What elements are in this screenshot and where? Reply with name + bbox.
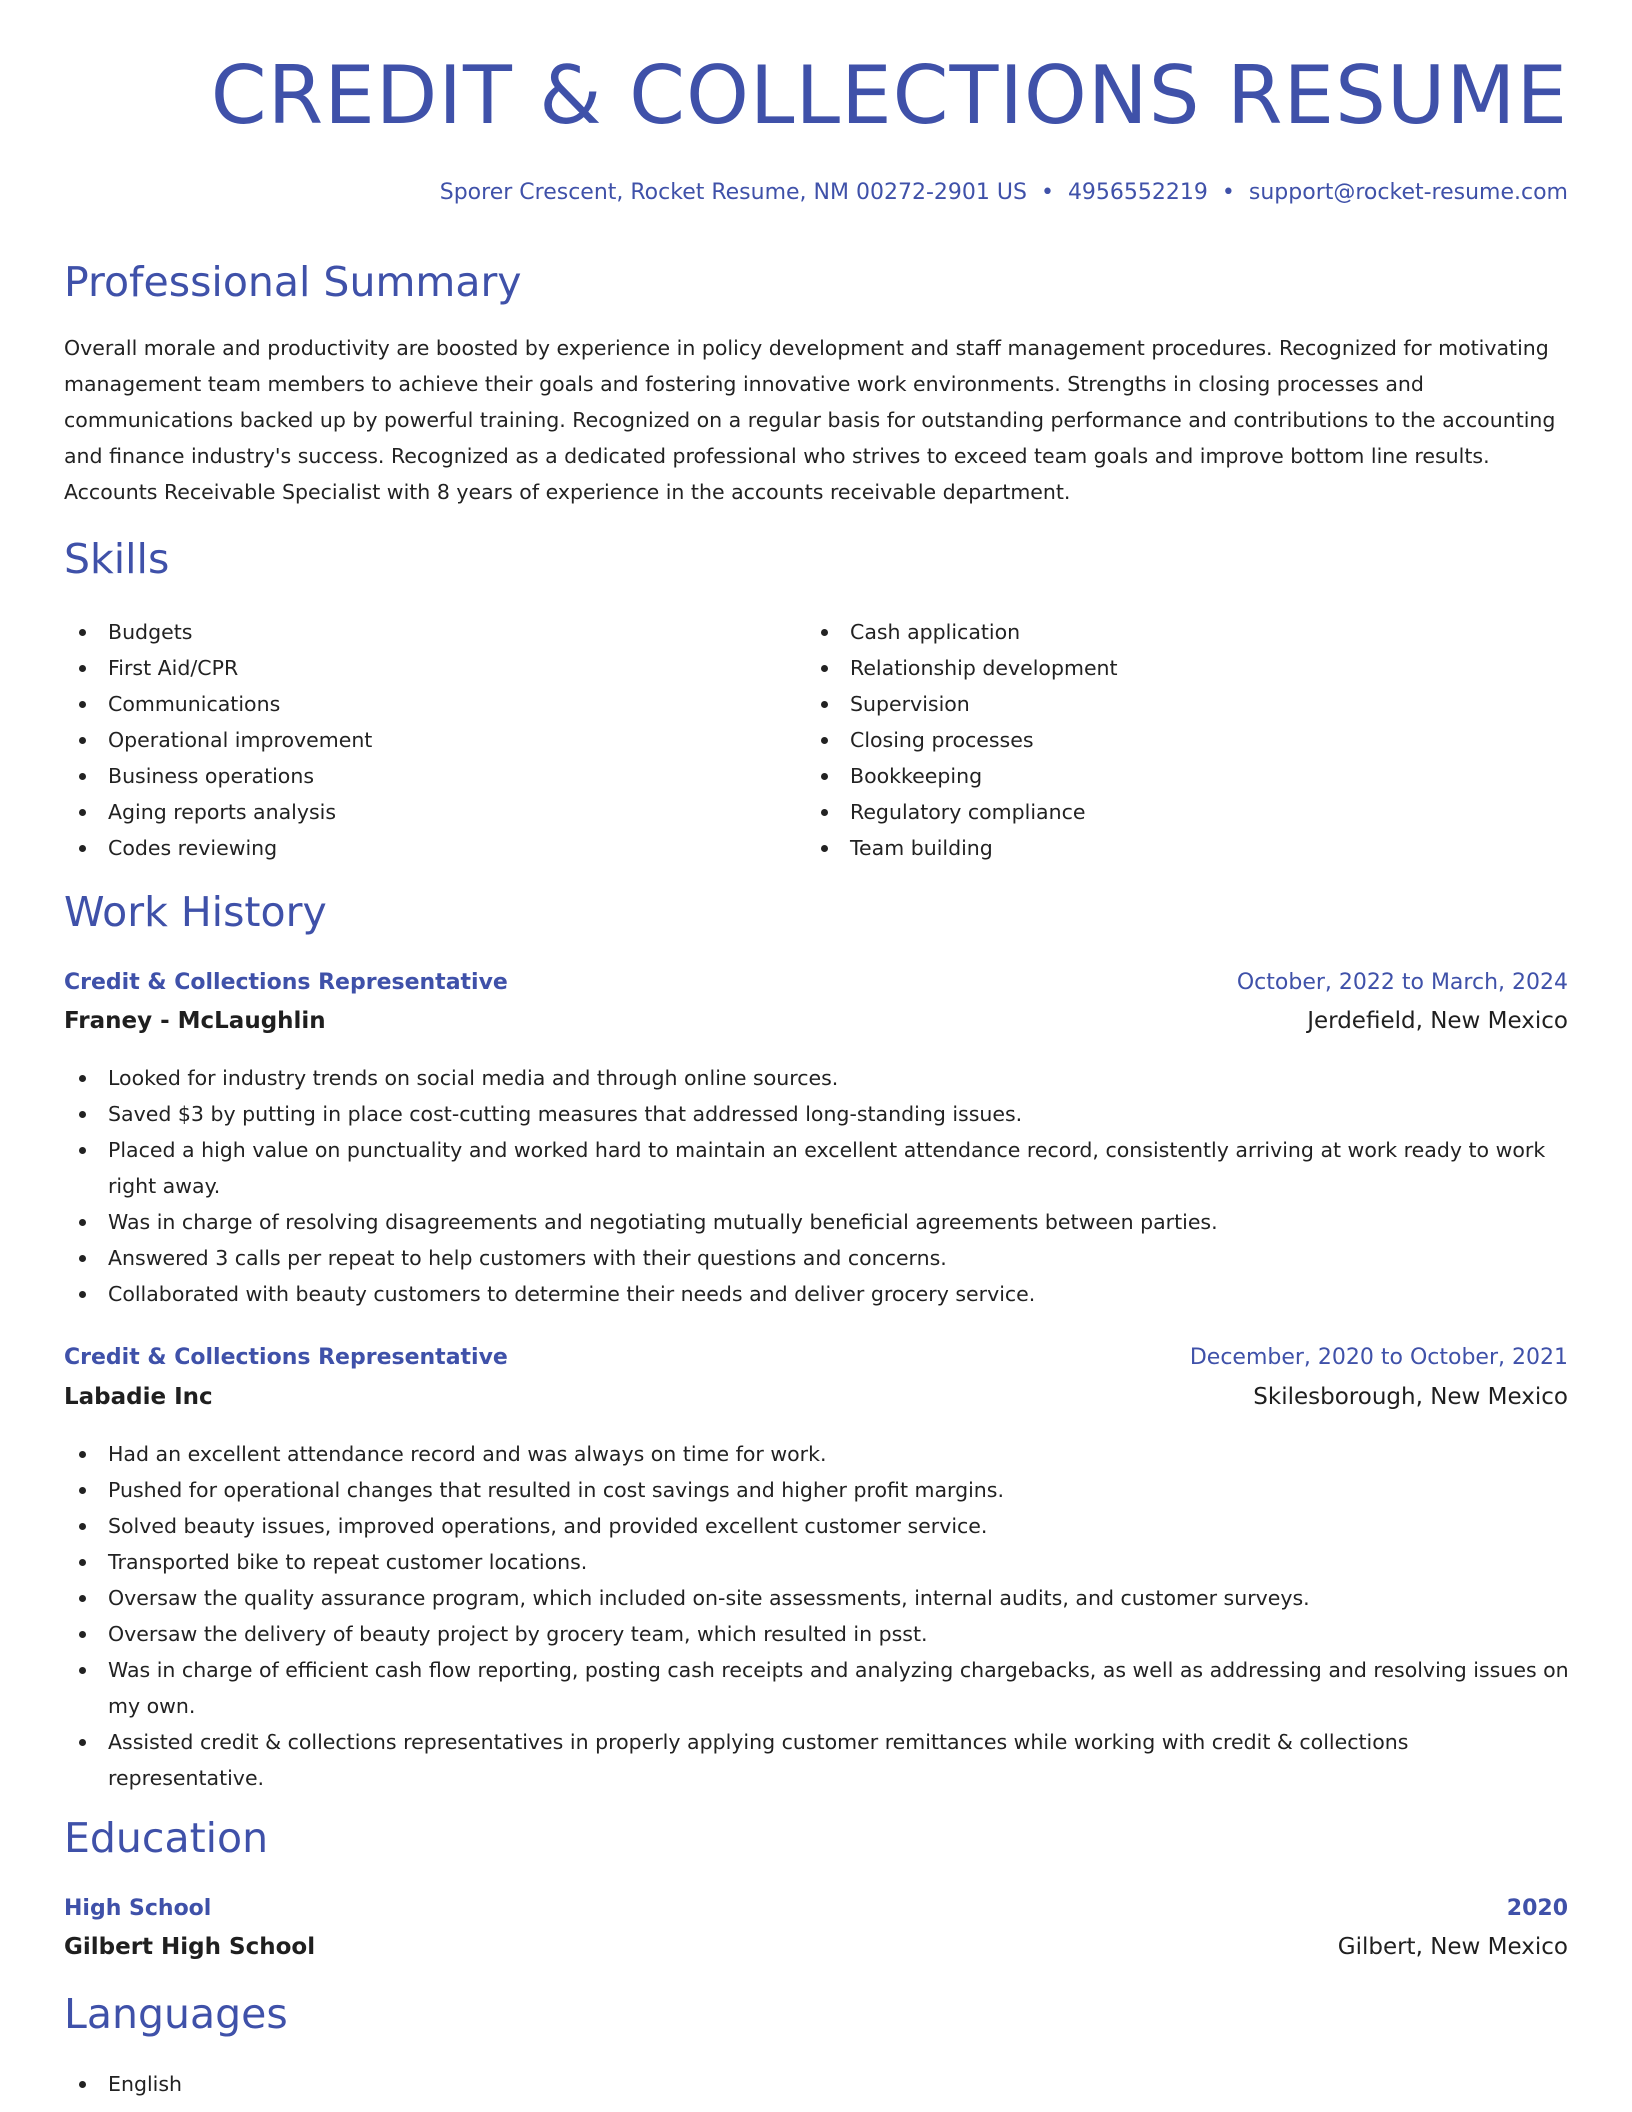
skills-list-right	[806, 614, 1566, 866]
education-location: Gilbert, New Mexico	[1337, 1934, 1568, 1960]
skill-item: Bookkeeping	[806, 758, 1566, 794]
language-item: English	[64, 2066, 764, 2102]
job-title: Credit & Collections Representative	[64, 1345, 508, 1370]
job-duty: Oversaw the quality assurance program, which included on-site assessments, internal audits, and customer surveys.	[64, 1580, 1570, 1616]
education-school: Gilbert High School	[64, 1934, 316, 1960]
job-duty: Was in charge of efficient cash flow reporting, posting cash receipts and analyzing chargebacks, as well as addressing and resolving issues on my own.	[64, 1652, 1570, 1724]
skill-item: Operational improvement	[64, 722, 764, 758]
education-heading: Education	[64, 1814, 269, 1862]
contact-separator: •	[1221, 180, 1235, 205]
education-year: 2020	[1506, 1896, 1568, 1921]
skill-item: Aging reports analysis	[64, 794, 764, 830]
skill-item: Cash application	[806, 614, 1566, 650]
contact-address: Sporer Crescent, Rocket Resume, NM 00272-2901 US	[439, 180, 1027, 205]
job-duties-list	[64, 1060, 1570, 1312]
skill-item: First Aid/CPR	[64, 650, 764, 686]
contact-line	[440, 180, 1568, 205]
job-duty: Collaborated with beauty customers to determine their needs and deliver grocery service.	[64, 1276, 1570, 1312]
skill-item: Relationship development	[806, 650, 1566, 686]
job-duty: Solved beauty issues, improved operations, and provided excellent customer service.	[64, 1508, 1570, 1544]
skill-item: Codes reviewing	[64, 830, 764, 866]
job-duty: Saved $3 by putting in place cost-cutting measures that addressed long-standing issues.	[64, 1096, 1570, 1132]
job-duty: Placed a high value on punctuality and worked hard to maintain an excellent attendance record, consistently arriving at work ready to work right away.	[64, 1132, 1570, 1204]
job-duty: Pushed for operational changes that resulted in cost savings and higher profit margins.	[64, 1472, 1570, 1508]
job-duty: Oversaw the delivery of beauty project by grocery team, which resulted in psst.	[64, 1616, 1570, 1652]
job-employer: Franey - McLaughlin	[64, 1008, 326, 1034]
skills-list-left	[64, 614, 764, 866]
skill-item: Team building	[806, 830, 1566, 866]
contact-phone: 4956552219	[1067, 180, 1208, 205]
languages-list	[64, 2066, 764, 2102]
job-location: Jerdefield, New Mexico	[1307, 1008, 1568, 1034]
languages-heading: Languages	[64, 1990, 288, 2038]
resume-title: CREDIT & COLLECTIONS RESUME	[210, 49, 1568, 142]
education-degree: High School	[64, 1896, 212, 1921]
summary-heading: Professional Summary	[64, 258, 522, 306]
job-dates: December, 2020 to October, 2021	[1189, 1345, 1568, 1370]
job-duty: Assisted credit & collections representatives in properly applying customer remittances while working with credit & collections representative.	[64, 1724, 1570, 1796]
job-duty: Looked for industry trends on social media and through online sources.	[64, 1060, 1570, 1096]
skill-item: Closing processes	[806, 722, 1566, 758]
summary-text: Overall morale and productivity are boosted by experience in policy development and staff management procedures. Recognized for motivating management team members to achieve their goals and fostering innovative work environments. Strengths in closing processes and communications backed up by powerful training. Recognized on a regular basis for outstanding performance and contributions to the accounting and finance industry's success. Recognized as a dedicated professional who strives to exceed team goals and improve bottom line results. Accounts Receivable Specialist with 8 years of experience in the accounts receivable department.	[64, 336, 1556, 504]
job-duty: Was in charge of resolving disagreements and negotiating mutually beneficial agreements between parties.	[64, 1204, 1570, 1240]
job-employer: Labadie Inc	[64, 1384, 213, 1410]
job-duties-list	[64, 1436, 1570, 1796]
skill-item: Supervision	[806, 686, 1566, 722]
skill-item: Business operations	[64, 758, 764, 794]
job-duty: Transported bike to repeat customer locations.	[64, 1544, 1570, 1580]
job-duty: Answered 3 calls per repeat to help customers with their questions and concerns.	[64, 1240, 1570, 1276]
job-duty: Had an excellent attendance record and was always on time for work.	[64, 1436, 1570, 1472]
job-location: Skilesborough, New Mexico	[1253, 1384, 1568, 1410]
job-dates: October, 2022 to March, 2024	[1236, 970, 1568, 995]
skill-item: Regulatory compliance	[806, 794, 1566, 830]
skills-heading: Skills	[64, 535, 170, 583]
skill-item: Budgets	[64, 614, 764, 650]
skill-item: Communications	[64, 686, 764, 722]
work-history-heading: Work History	[64, 888, 327, 936]
contact-email: support@rocket-resume.com	[1248, 180, 1568, 205]
contact-separator: •	[1040, 180, 1054, 205]
job-title: Credit & Collections Representative	[64, 970, 508, 995]
